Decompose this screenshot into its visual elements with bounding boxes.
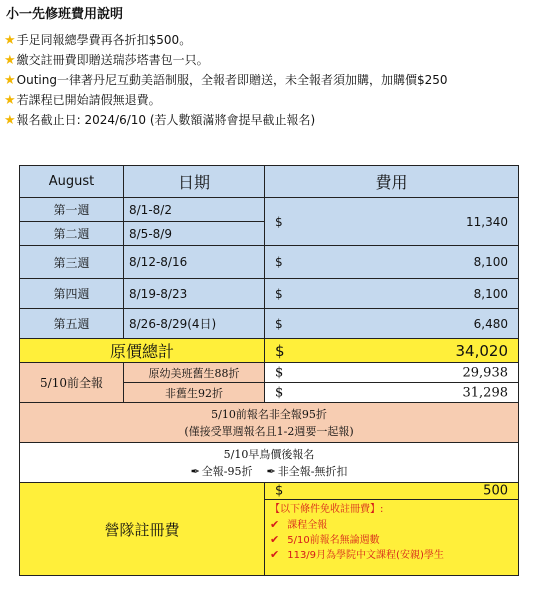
star-icon: ★ [4,53,16,68]
star-icon: ★ [4,93,16,108]
week-dates: 8/26-8/29(4日) [124,309,265,339]
currency-symbol: $ [275,316,283,331]
table-row [20,246,519,279]
fee-table [19,165,519,576]
week-label: 第五週 [20,309,124,339]
total-amount [265,339,519,363]
week-label: 第三週 [20,246,124,279]
table-row [20,198,519,222]
star-icon: ★ [4,113,16,128]
note-text: 手足同報總學費再各折扣$500。 [16,33,192,47]
week-label: 第四週 [20,279,124,309]
amount-value: 6,480 [473,316,508,331]
week-dates: 8/1-8/2 [124,198,265,222]
after-full-text: 全報-95折 [201,464,253,478]
note-text: 繳交註冊費即贈送瑞莎塔書包一只。 [16,53,209,67]
new-student-label: 非舊生92折 [124,383,265,403]
after-early-cell [20,443,519,483]
note-item [4,30,534,50]
amount-value: 34,020 [455,341,508,360]
pin-icon: ✒ [190,464,200,478]
note-text: Outing一律著丹尼互動美語制服，全報者即贈送，未全報者須加購，加購價$250 [16,73,448,87]
registration-amount [265,483,519,500]
after-early-line1: 5/10早鳥價後報名 [223,447,315,461]
currency-symbol: $ [275,214,283,229]
note-text: 若課程已開始請假無退費。 [16,93,161,107]
amount-value: 500 [483,483,508,499]
condition-text: 課程全報 [287,520,328,531]
condition-item [265,517,518,532]
amount-value: 8,100 [473,255,508,269]
table-row [20,279,519,309]
amount-value: 31,298 [462,385,508,400]
early-partial-line1: 5/10前報名非全報95折 [211,407,327,421]
after-partial-text: 非全報-無折扣 [277,464,348,478]
early-full-row [20,363,519,383]
returning-student-label: 原幼美班舊生88折 [124,363,265,383]
currency-symbol: $ [275,341,285,360]
note-item [4,90,534,110]
week-dates: 8/19-8/23 [124,279,265,309]
page-title: 小一先修班費用說明 [6,7,124,22]
month-header: August [20,166,124,198]
registration-conditions [265,500,519,576]
fee-header: 費用 [265,166,519,198]
currency-symbol: $ [275,255,283,269]
condition-item [265,532,518,547]
star-icon: ★ [4,73,16,88]
early-partial-cell [20,403,519,443]
fee-description-header [4,6,534,130]
registration-label: 營隊註冊費 [20,483,265,576]
fee-amount-week4 [265,279,519,309]
check-icon: ✔ [270,533,280,546]
early-partial-line2: (僅接受單週報名且1-2週要一起報) [184,424,354,438]
fee-amount-week3 [265,246,519,279]
dates-header: 日期 [124,166,265,198]
new-student-amount [265,383,519,403]
amount-value: 29,938 [462,365,508,380]
note-item [4,110,534,130]
amount-value: 8,100 [473,286,508,301]
early-partial-row [20,403,519,443]
note-item [4,50,534,70]
pin-icon: ✒ [266,464,276,478]
early-full-label: 5/10前全報 [20,363,124,403]
check-icon: ✔ [270,518,280,531]
condition-text: 5/10前報名無論週數 [287,535,380,546]
check-icon: ✔ [270,548,280,561]
after-early-options [20,463,518,480]
total-label: 原價總計 [20,339,265,363]
week-dates: 8/5-8/9 [124,222,265,246]
note-item [4,70,534,90]
amount-value: 11,340 [466,214,508,229]
after-early-row [20,443,519,483]
condition-text: 113/9月為學院中文課程(安親)學生 [287,550,444,561]
table-row [20,309,519,339]
currency-symbol: $ [275,365,284,380]
condition-item [265,547,518,562]
fee-amount-week5 [265,309,519,339]
table-header-row [20,166,519,198]
week-label: 第二週 [20,222,124,246]
total-row [20,339,519,363]
returning-student-amount [265,363,519,383]
currency-symbol: $ [275,286,283,301]
currency-symbol: $ [275,385,284,400]
conditions-title: 【以下條件免收註冊費】: [270,504,384,515]
note-text: 報名截止日: 2024/6/10 (若人數額滿將會提早截止報名) [16,113,316,127]
registration-row [20,483,519,500]
currency-symbol: $ [275,483,284,499]
star-icon: ★ [4,33,16,48]
week-dates: 8/12-8/16 [124,246,265,279]
fee-amount-week1-2 [265,198,519,246]
week-label: 第一週 [20,198,124,222]
